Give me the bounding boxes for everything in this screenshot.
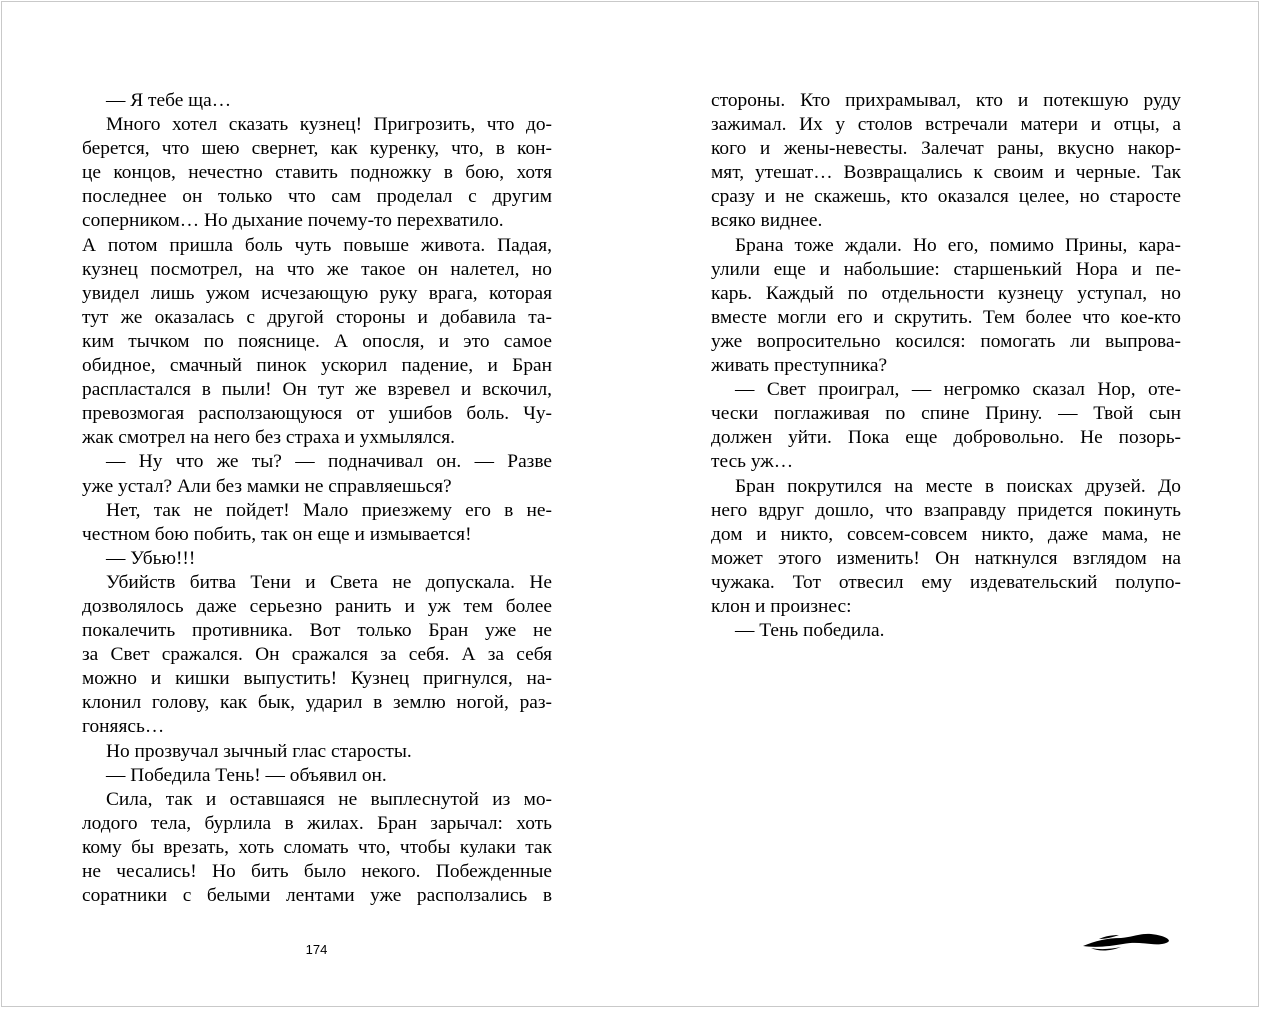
text-line: кого и жены-невесты. Залечат раны, вкусно накор- [711, 138, 1181, 160]
text-line: клонил голову, как бык, ударил в землю ногой, раз- [82, 692, 552, 714]
text-line: клон и произнес: [711, 595, 852, 617]
text-line: соперником… Но дыхание почему-то перехватило. [82, 210, 504, 232]
text-line: ким тычком по пояснице. А опосля, и это самое [82, 330, 552, 352]
text-line: мят, утешат… Возвращались к своим и черные. Так [711, 162, 1181, 184]
text-line: уже вопросительно косился: помогать ли выпрова- [711, 330, 1181, 352]
text-line: улили еще и набольшие: старшенький Нора и пе- [711, 258, 1181, 280]
text-line: кузнец посмотрел, на что же такое он налетел, но [82, 258, 552, 280]
text-line: должен уйти. Пока еще добровольно. Не позорь- [711, 427, 1181, 449]
text-line: А потом пришла боль чуть повыше живота. Падая, [82, 234, 552, 256]
text-line: не чесались! Но бить было некого. Побежденные [82, 861, 552, 882]
text-line: дом и никто, совсем-совсем никто, даже мама, не [711, 523, 1181, 545]
left-page-text [82, 89, 552, 908]
text-line: обидное, смачный пинок ускорил падение, и Бран [82, 355, 552, 377]
text-line: увидел лишь ужом исчезающую руку врага, которая [82, 282, 552, 304]
text-line: за Свет сражался. Он сражался за себя. А за себя [82, 644, 552, 666]
text-line: Но прозвучал зычный глас старосты. [106, 740, 412, 762]
text-line: честном бою побить, так он еще и измывается! [82, 523, 472, 545]
text-line: всяко виднее. [711, 210, 823, 232]
text-line: может этого изменить! Он наткнулся взглядом на [711, 547, 1181, 569]
text-line: Брана тоже ждали. Но его, помимо Прины, кара- [735, 234, 1181, 256]
text-line: Нет, так не пойдет! Мало приезжему его в не- [106, 499, 552, 521]
right-page [631, 2, 1260, 1006]
text-line: распластался в пыли! Он тут же взревел и вскочил, [82, 379, 552, 401]
text-line: можно и кишки выпустить! Кузнец пригнулся, на- [82, 668, 552, 690]
text-line: — Я тебе ща… [106, 90, 232, 111]
text-line: кому бы врезать, хоть сломать что, чтобы кулаки так [82, 836, 552, 858]
text-line: последнее он только что сам проделал с другим [82, 186, 552, 208]
text-line: стороны. Кто прихрамывал, кто и потекшую руду [711, 90, 1181, 111]
text-line: — Ну что же ты? — подначивал он. — Разве [106, 451, 552, 473]
text-line: чески поглаживая по спине Прину. — Твой сын [711, 403, 1181, 425]
text-line: превозмогая расползающуюся от ушибов боль. Чу- [82, 403, 552, 425]
text-line: це концов, нечестно ставить подножку в бою, хотя [82, 162, 552, 184]
text-line: Много хотел сказать кузнец! Пригрозить, что до- [106, 114, 552, 136]
text-line: зажимал. Их у столов встречали матери и отцы, а [711, 114, 1181, 136]
text-line: него вдруг дошло, что взаправду придется покинуть [711, 499, 1181, 521]
text-line: лодого тела, бурлила в жилах. Бран зарычал: хоть [82, 812, 552, 834]
book-spread [1, 1, 1259, 1007]
text-line: Бран покрутился на месте в поисках друзей. До [735, 475, 1181, 497]
text-line: соратники с белыми лентами уже расползались в [82, 885, 552, 907]
text-line: — Победила Тень! — объявил он. [106, 764, 387, 786]
text-line: — Свет проиграл, — негромко сказал Нор, оте- [735, 379, 1181, 401]
left-page [2, 2, 631, 1006]
page-number: 174 [305, 942, 328, 957]
text-line: гоняясь… [82, 716, 165, 738]
text-line: сразу и не скажешь, кто оказался целее, но старосте [711, 186, 1181, 208]
text-line: тут же оказалась с другой стороны и добавила та- [82, 306, 552, 328]
text-line: — Убью!!! [106, 547, 196, 569]
text-line: покалечить противника. Вот только Бран уже не [82, 620, 552, 642]
right-page-text [711, 89, 1181, 643]
text-line: живать преступника? [711, 355, 888, 377]
text-line: Сила, так и оставшаяся не выплеснутой из мо- [106, 788, 552, 810]
text-line: чужака. Тот отвесил ему издевательский полупо- [711, 571, 1181, 593]
text-line: жак смотрел на него без страха и ухмылялся. [82, 427, 455, 449]
text-line: берется, что шею свернет, как куренку, что, в кон- [82, 138, 552, 160]
text-line: карь. Каждый по отдельности кузнецу уступал, но [711, 282, 1181, 304]
text-line: дозволялось даже серьезно ранить и уж тем более [82, 595, 552, 617]
text-line: тесь уж… [711, 451, 794, 473]
text-line: Убийств битва Тени и Света не допускала. Не [106, 571, 552, 593]
text-line: вместе могли его и скрутить. Тем более что кое-кто [711, 306, 1181, 328]
text-line: уже устал? Али без мамки не справляешься? [82, 475, 452, 497]
text-line: — Тень победила. [735, 620, 885, 642]
fish-ornament-icon [1081, 927, 1171, 953]
